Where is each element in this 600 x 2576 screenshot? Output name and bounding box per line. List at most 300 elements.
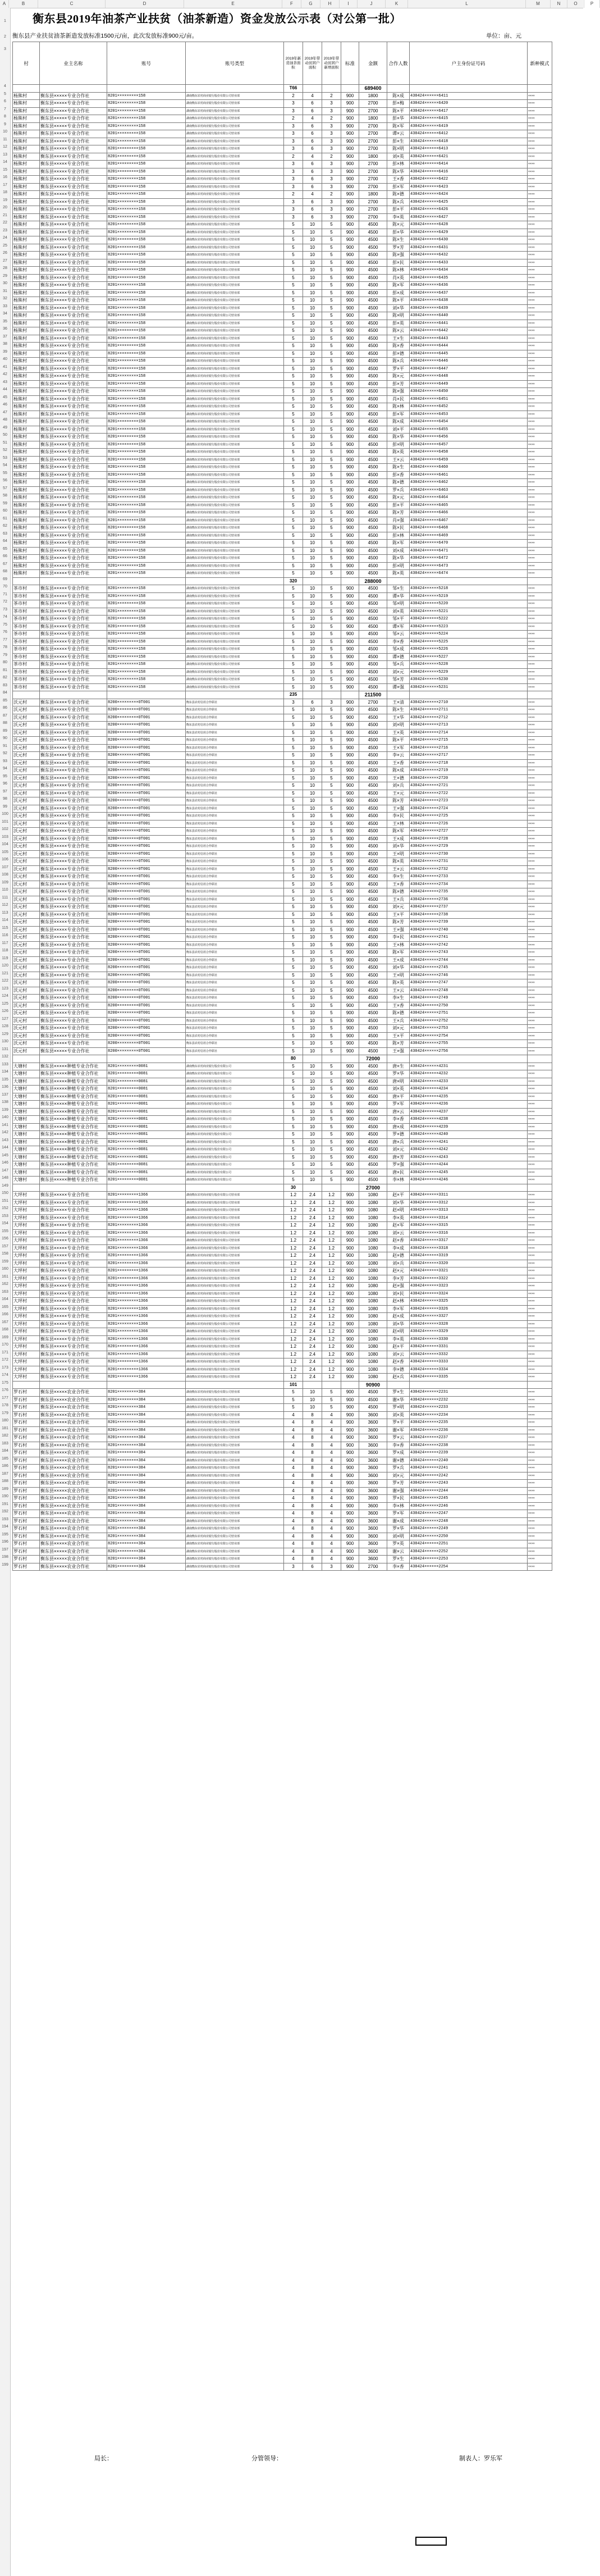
- poor-area-cell[interactable]: 10: [303, 1177, 322, 1184]
- row-number[interactable]: 151: [2, 1198, 8, 1203]
- poor-new-area-cell[interactable]: 5: [322, 289, 341, 297]
- standard-cell[interactable]: 900: [341, 517, 359, 525]
- subtotal-cell[interactable]: [186, 1381, 284, 1389]
- subtotal-area[interactable]: 320: [284, 577, 303, 585]
- standard-cell[interactable]: 900: [341, 198, 359, 206]
- subtotal-cell[interactable]: [40, 577, 107, 585]
- account-cell[interactable]: 8201×××××××××158: [107, 532, 186, 540]
- account-cell[interactable]: 8201×××××××××158: [107, 130, 186, 138]
- partner-cell[interactable]: 彭×平: [387, 501, 410, 509]
- standard-cell[interactable]: 900: [341, 941, 359, 949]
- account-cell[interactable]: 8201×××××××××1366: [107, 1335, 186, 1343]
- amount-cell[interactable]: 4500: [359, 335, 387, 343]
- owner-cell[interactable]: 衡东县×××××专业合作社: [40, 805, 107, 813]
- partner-cell[interactable]: 赵×明: [387, 1207, 410, 1215]
- partner-cell[interactable]: 王×生: [387, 335, 410, 343]
- subtotal-cell[interactable]: [13, 691, 40, 699]
- new-area-cell[interactable]: 5: [284, 1078, 303, 1086]
- account-type-cell[interactable]: 湖南衡东农村商业银行股份有限公司营业部: [186, 486, 284, 494]
- standard-cell[interactable]: 900: [341, 1487, 359, 1495]
- village-cell[interactable]: 杨熊村: [13, 282, 40, 290]
- poor-new-area-cell[interactable]: 5: [322, 987, 341, 995]
- poor-new-area-cell[interactable]: 1.2: [322, 1366, 341, 1374]
- subtotal-cell[interactable]: [528, 1184, 552, 1192]
- village-cell[interactable]: 杨熊村: [13, 494, 40, 502]
- amount-cell[interactable]: 3600: [359, 1510, 387, 1518]
- partner-cell[interactable]: 谢×强: [387, 1487, 410, 1495]
- new-area-cell[interactable]: 4: [284, 1502, 303, 1510]
- pattern-cell[interactable]: ××××: [528, 1131, 552, 1139]
- id-number-cell[interactable]: 430424××××××2721: [410, 782, 528, 790]
- standard-cell[interactable]: 900: [341, 1017, 359, 1025]
- pattern-cell[interactable]: ××××: [528, 600, 552, 608]
- pattern-cell[interactable]: ××××: [528, 615, 552, 623]
- account-type-cell[interactable]: 湖南衡东农村商业银行股份有限公司: [186, 1153, 284, 1161]
- id-number-cell[interactable]: 430424××××××6441: [410, 320, 528, 327]
- standard-cell[interactable]: 900: [341, 274, 359, 282]
- row-number[interactable]: 197: [2, 1547, 8, 1552]
- amount-cell[interactable]: 3600: [359, 1548, 387, 1556]
- id-number-cell[interactable]: 430424××××××2250: [410, 1533, 528, 1540]
- account-type-cell[interactable]: 衡东县农村信用合作联社: [186, 1025, 284, 1033]
- account-type-cell[interactable]: 衡东县农村信用合作联社: [186, 896, 284, 904]
- new-area-cell[interactable]: 1.2: [284, 1358, 303, 1366]
- partner-cell[interactable]: 陈×芳: [387, 797, 410, 805]
- village-cell[interactable]: 杨熊村: [13, 449, 40, 457]
- standard-cell[interactable]: 900: [341, 683, 359, 691]
- poor-new-area-cell[interactable]: 5: [322, 979, 341, 987]
- partner-cell[interactable]: 王×香: [387, 1002, 410, 1010]
- account-type-cell[interactable]: 湖南衡东农村商业银行股份有限公司: [186, 1116, 284, 1124]
- row-number[interactable]: 55: [3, 471, 7, 475]
- id-number-cell[interactable]: 430424××××××6434: [410, 267, 528, 275]
- new-area-cell[interactable]: 4: [284, 1411, 303, 1419]
- poor-area-cell[interactable]: 6: [303, 138, 322, 145]
- id-number-cell[interactable]: 430424××××××6447: [410, 365, 528, 373]
- new-area-cell[interactable]: 3: [284, 176, 303, 184]
- amount-cell[interactable]: 4500: [359, 615, 387, 623]
- pattern-cell[interactable]: ××××: [528, 1177, 552, 1184]
- account-cell[interactable]: 8200×××××××××0T001: [107, 972, 186, 979]
- new-area-cell[interactable]: 5: [284, 608, 303, 615]
- poor-new-area-cell[interactable]: 4: [322, 1556, 341, 1563]
- account-cell[interactable]: 8200×××××××××0T001: [107, 995, 186, 1002]
- standard-cell[interactable]: 900: [341, 1533, 359, 1540]
- new-area-cell[interactable]: 5: [284, 312, 303, 320]
- poor-new-area-cell[interactable]: 5: [322, 388, 341, 396]
- new-area-cell[interactable]: 5: [284, 774, 303, 782]
- subtotal-amount[interactable]: 211500: [359, 691, 387, 699]
- id-number-cell[interactable]: 430424××××××2738: [410, 911, 528, 919]
- partner-cell[interactable]: 陈×成: [387, 767, 410, 775]
- village-cell[interactable]: 罗石村: [13, 1442, 40, 1449]
- new-area-cell[interactable]: 5: [284, 956, 303, 964]
- id-number-cell[interactable]: 430424××××××6463: [410, 486, 528, 494]
- id-number-cell[interactable]: 430424××××××6432: [410, 252, 528, 259]
- account-type-cell[interactable]: 湖南衡东农村商业银行股份有限公司: [186, 1138, 284, 1146]
- partner-cell[interactable]: 唐×芳: [387, 1153, 410, 1161]
- account-type-cell[interactable]: 湖南衡东农村商业银行股份有限公司营业部: [186, 1517, 284, 1525]
- account-type-cell[interactable]: 湖南衡东农村商业银行股份有限公司营业部: [186, 1442, 284, 1449]
- village-cell[interactable]: 大坪村: [13, 1229, 40, 1237]
- poor-new-area-cell[interactable]: 5: [322, 797, 341, 805]
- row-number[interactable]: 26: [3, 251, 7, 255]
- poor-area-cell[interactable]: 10: [303, 683, 322, 691]
- row-number[interactable]: 37: [3, 334, 7, 339]
- owner-cell[interactable]: 衡东县×××××专业合作社: [40, 926, 107, 934]
- pattern-cell[interactable]: ××××: [528, 449, 552, 457]
- id-number-cell[interactable]: 430424××××××6415: [410, 115, 528, 123]
- account-type-cell[interactable]: 衡东县农村信用合作联社: [186, 919, 284, 927]
- row-number[interactable]: 180: [2, 1419, 8, 1423]
- poor-area-cell[interactable]: 10: [303, 1389, 322, 1397]
- row-number[interactable]: 176: [2, 1388, 8, 1392]
- new-area-cell[interactable]: 1.2: [284, 1214, 303, 1222]
- account-cell[interactable]: 8201×××××××××1366: [107, 1268, 186, 1275]
- account-cell[interactable]: 8201×××××××××384: [107, 1442, 186, 1449]
- subtotal-cell[interactable]: [40, 691, 107, 699]
- poor-new-area-cell[interactable]: 5: [322, 350, 341, 358]
- account-type-cell[interactable]: 湖南衡东农村商业银行股份有限公司营业部: [186, 115, 284, 123]
- row-number[interactable]: 58: [3, 494, 7, 498]
- poor-new-area-cell[interactable]: 4: [322, 1495, 341, 1503]
- account-cell[interactable]: 8201×××××××××158: [107, 403, 186, 411]
- pattern-cell[interactable]: ××××: [528, 395, 552, 403]
- village-cell[interactable]: 沃元村: [13, 805, 40, 813]
- amount-cell[interactable]: 1080: [359, 1252, 387, 1260]
- poor-area-cell[interactable]: 10: [303, 403, 322, 411]
- pattern-cell[interactable]: ××××: [528, 107, 552, 115]
- account-cell[interactable]: 8201×××××××××384: [107, 1472, 186, 1480]
- village-cell[interactable]: 沃元村: [13, 941, 40, 949]
- poor-area-cell[interactable]: 10: [303, 729, 322, 737]
- poor-area-cell[interactable]: 10: [303, 1123, 322, 1131]
- pattern-cell[interactable]: ××××: [528, 540, 552, 548]
- row-number[interactable]: 133: [2, 1062, 8, 1066]
- row-number[interactable]: 120: [2, 964, 8, 968]
- pattern-cell[interactable]: ××××: [528, 403, 552, 411]
- row-number[interactable]: 111: [2, 895, 8, 900]
- account-type-cell[interactable]: 湖南衡东农村商业银行股份有限公司营业部: [186, 592, 284, 600]
- standard-cell[interactable]: 900: [341, 138, 359, 145]
- row-number[interactable]: 183: [2, 1441, 8, 1446]
- new-area-cell[interactable]: 5: [284, 221, 303, 229]
- id-number-cell[interactable]: 430424××××××2731: [410, 858, 528, 866]
- standard-cell[interactable]: 900: [341, 297, 359, 305]
- row-number[interactable]: 49: [3, 425, 7, 430]
- standard-cell[interactable]: 900: [341, 706, 359, 714]
- new-area-cell[interactable]: 5: [284, 1389, 303, 1397]
- village-cell[interactable]: 杨熊村: [13, 380, 40, 388]
- account-cell[interactable]: 8201×××××××××158: [107, 592, 186, 600]
- id-number-cell[interactable]: 430424××××××3324: [410, 1290, 528, 1298]
- pattern-cell[interactable]: ××××: [528, 995, 552, 1002]
- id-number-cell[interactable]: 430424××××××5223: [410, 623, 528, 631]
- pattern-cell[interactable]: ××××: [528, 1138, 552, 1146]
- poor-new-area-cell[interactable]: 5: [322, 274, 341, 282]
- amount-cell[interactable]: 4500: [359, 1078, 387, 1086]
- column-letter[interactable]: P: [584, 0, 600, 8]
- amount-cell[interactable]: 4500: [359, 797, 387, 805]
- account-cell[interactable]: 8201×××××××××1366: [107, 1358, 186, 1366]
- poor-new-area-cell[interactable]: 5: [322, 1086, 341, 1093]
- new-area-cell[interactable]: 1.2: [284, 1268, 303, 1275]
- id-number-cell[interactable]: 430424××××××2718: [410, 759, 528, 767]
- standard-cell[interactable]: 900: [341, 1010, 359, 1018]
- pattern-cell[interactable]: ××××: [528, 145, 552, 153]
- id-number-cell[interactable]: 430424××××××2722: [410, 790, 528, 797]
- pattern-cell[interactable]: ××××: [528, 1495, 552, 1503]
- poor-new-area-cell[interactable]: 1.2: [322, 1374, 341, 1382]
- pattern-cell[interactable]: ××××: [528, 486, 552, 494]
- id-number-cell[interactable]: 430424××××××4239: [410, 1123, 528, 1131]
- new-area-cell[interactable]: 1.2: [284, 1222, 303, 1230]
- poor-new-area-cell[interactable]: 5: [322, 706, 341, 714]
- account-cell[interactable]: 8201×××××××××1366: [107, 1351, 186, 1358]
- poor-area-cell[interactable]: 4: [303, 115, 322, 123]
- poor-new-area-cell[interactable]: 5: [322, 585, 341, 593]
- new-area-cell[interactable]: 5: [284, 456, 303, 464]
- poor-area-cell[interactable]: 10: [303, 1010, 322, 1018]
- standard-cell[interactable]: 900: [341, 130, 359, 138]
- new-area-cell[interactable]: 5: [284, 252, 303, 259]
- account-cell[interactable]: 8201×××××××××1366: [107, 1260, 186, 1268]
- account-type-cell[interactable]: 湖南衡东农村商业银行股份有限公司营业部: [186, 676, 284, 684]
- owner-cell[interactable]: 衡东县×××××专业合作社: [40, 585, 107, 593]
- pattern-cell[interactable]: ××××: [528, 479, 552, 487]
- owner-cell[interactable]: 衡东县×××××专业合作社: [40, 683, 107, 691]
- partner-cell[interactable]: 彭×芳: [387, 380, 410, 388]
- pattern-cell[interactable]: ××××: [528, 1426, 552, 1434]
- owner-cell[interactable]: 衡东县×××××专业合作社: [40, 213, 107, 221]
- poor-area-cell[interactable]: 10: [303, 1047, 322, 1055]
- village-cell[interactable]: 杨熊村: [13, 145, 40, 153]
- owner-cell[interactable]: 衡东县×××××专业合作社: [40, 176, 107, 184]
- poor-new-area-cell[interactable]: 5: [322, 919, 341, 927]
- account-type-cell[interactable]: 湖南衡东农村商业银行股份有限公司营业部: [186, 668, 284, 676]
- amount-cell[interactable]: 4500: [359, 759, 387, 767]
- new-area-cell[interactable]: 5: [284, 1177, 303, 1184]
- poor-area-cell[interactable]: 10: [303, 964, 322, 972]
- id-number-cell[interactable]: 430424××××××5225: [410, 638, 528, 646]
- partner-cell[interactable]: 罗×生: [387, 1556, 410, 1563]
- village-cell[interactable]: 沃元村: [13, 835, 40, 843]
- account-cell[interactable]: 8200×××××××××0T001: [107, 759, 186, 767]
- account-type-cell[interactable]: 湖南衡东农村商业银行股份有限公司营业部: [186, 456, 284, 464]
- account-type-cell[interactable]: 湖南衡东农村商业银行股份有限公司营业部: [186, 297, 284, 305]
- partner-cell[interactable]: 王×林: [387, 820, 410, 828]
- row-number[interactable]: 78: [3, 645, 7, 649]
- new-area-cell[interactable]: 5: [284, 911, 303, 919]
- poor-new-area-cell[interactable]: 5: [322, 1177, 341, 1184]
- owner-cell[interactable]: 衡东县×××××专业合作社: [40, 335, 107, 343]
- partner-cell[interactable]: 罗×强: [387, 1161, 410, 1169]
- account-cell[interactable]: 8201×××××××××0081: [107, 1093, 186, 1101]
- account-cell[interactable]: 8201×××××××××158: [107, 509, 186, 517]
- amount-cell[interactable]: 4500: [359, 479, 387, 487]
- poor-new-area-cell[interactable]: 5: [322, 547, 341, 555]
- poor-area-cell[interactable]: 6: [303, 699, 322, 706]
- id-number-cell[interactable]: 430424××××××4242: [410, 1146, 528, 1154]
- standard-cell[interactable]: 900: [341, 540, 359, 548]
- standard-cell[interactable]: 900: [341, 835, 359, 843]
- owner-cell[interactable]: 衡东县×××××专业合作社: [40, 1351, 107, 1358]
- village-cell[interactable]: 杨熊村: [13, 183, 40, 191]
- owner-cell[interactable]: 衡东县×××××专业合作社: [40, 995, 107, 1002]
- account-type-cell[interactable]: 湖南衡东农村商业银行股份有限公司营业部: [186, 1419, 284, 1427]
- amount-cell[interactable]: 4500: [359, 828, 387, 836]
- amount-cell[interactable]: 4500: [359, 274, 387, 282]
- account-cell[interactable]: 8201×××××××××158: [107, 335, 186, 343]
- partner-cell[interactable]: 陈×强: [387, 252, 410, 259]
- amount-cell[interactable]: 3600: [359, 1517, 387, 1525]
- account-cell[interactable]: 8201×××××××××384: [107, 1419, 186, 1427]
- poor-area-cell[interactable]: 10: [303, 881, 322, 888]
- row-number[interactable]: 79: [3, 653, 7, 657]
- id-number-cell[interactable]: 430424××××××4241: [410, 1138, 528, 1146]
- id-number-cell[interactable]: 430424××××××6436: [410, 282, 528, 290]
- pattern-cell[interactable]: ××××: [528, 744, 552, 752]
- row-number[interactable]: 20: [3, 206, 7, 209]
- pattern-cell[interactable]: ××××: [528, 1298, 552, 1306]
- id-number-cell[interactable]: 430424××××××2716: [410, 744, 528, 752]
- amount-cell[interactable]: 4500: [359, 509, 387, 517]
- owner-cell[interactable]: 衡东县×××××专业合作社: [40, 501, 107, 509]
- account-cell[interactable]: 8200×××××××××0T001: [107, 1017, 186, 1025]
- row-number[interactable]: 16: [3, 175, 7, 179]
- poor-area-cell[interactable]: 8: [303, 1465, 322, 1472]
- id-number-cell[interactable]: 430424××××××6442: [410, 327, 528, 335]
- poor-area-cell[interactable]: 10: [303, 805, 322, 813]
- amount-cell[interactable]: 4500: [359, 805, 387, 813]
- pattern-cell[interactable]: ××××: [528, 365, 552, 373]
- poor-new-area-cell[interactable]: 5: [322, 653, 341, 661]
- account-type-cell[interactable]: 湖南衡东农村商业银行股份有限公司营业部: [186, 130, 284, 138]
- account-cell[interactable]: 8200×××××××××0T001: [107, 896, 186, 904]
- new-area-cell[interactable]: 5: [284, 501, 303, 509]
- poor-area-cell[interactable]: 10: [303, 1032, 322, 1040]
- account-type-cell[interactable]: 湖南衡东农村商业银行股份有限公司营业部: [186, 252, 284, 259]
- village-cell[interactable]: 杨熊村: [13, 274, 40, 282]
- account-type-cell[interactable]: 衡东县农村信用合作联社: [186, 987, 284, 995]
- new-area-cell[interactable]: 4: [284, 1442, 303, 1449]
- amount-cell[interactable]: 4500: [359, 646, 387, 654]
- poor-area-cell[interactable]: 10: [303, 312, 322, 320]
- account-cell[interactable]: 8201×××××××××1366: [107, 1313, 186, 1321]
- account-cell[interactable]: 8201×××××××××158: [107, 183, 186, 191]
- id-number-cell[interactable]: 430424××××××5224: [410, 631, 528, 639]
- row-number[interactable]: 192: [2, 1510, 8, 1513]
- standard-cell[interactable]: 900: [341, 820, 359, 828]
- village-cell[interactable]: 茶市村: [13, 646, 40, 654]
- account-cell[interactable]: 8201×××××××××158: [107, 562, 186, 570]
- village-cell[interactable]: 沃元村: [13, 729, 40, 737]
- amount-cell[interactable]: 4500: [359, 979, 387, 987]
- village-cell[interactable]: 沃元村: [13, 714, 40, 722]
- village-cell[interactable]: 杨熊村: [13, 176, 40, 184]
- account-cell[interactable]: 8201×××××××××1366: [107, 1244, 186, 1252]
- pattern-cell[interactable]: ××××: [528, 191, 552, 199]
- standard-cell[interactable]: 900: [341, 1510, 359, 1518]
- account-type-cell[interactable]: 湖南衡东农村商业银行股份有限公司营业部: [186, 1199, 284, 1207]
- amount-cell[interactable]: 4500: [359, 858, 387, 866]
- new-area-cell[interactable]: 5: [284, 1101, 303, 1109]
- account-type-cell[interactable]: 湖南衡东农村商业银行股份有限公司营业部: [186, 373, 284, 381]
- standard-cell[interactable]: 900: [341, 221, 359, 229]
- standard-cell[interactable]: 900: [341, 1320, 359, 1328]
- account-type-cell[interactable]: 湖南衡东农村商业银行股份有限公司营业部: [186, 1465, 284, 1472]
- account-cell[interactable]: 8201×××××××××1366: [107, 1366, 186, 1374]
- poor-area-cell[interactable]: 10: [303, 850, 322, 858]
- village-cell[interactable]: 大坪村: [13, 1199, 40, 1207]
- pattern-cell[interactable]: ××××: [528, 471, 552, 479]
- id-number-cell[interactable]: 430424××××××3332: [410, 1351, 528, 1358]
- new-area-cell[interactable]: 5: [284, 729, 303, 737]
- owner-cell[interactable]: 衡东县×××××种植专业合作社: [40, 1063, 107, 1070]
- row-number[interactable]: 40: [3, 357, 7, 361]
- subtotal-cell[interactable]: [387, 691, 410, 699]
- partner-cell[interactable]: 肖×强: [387, 517, 410, 525]
- account-cell[interactable]: 8201×××××××××158: [107, 213, 186, 221]
- id-number-cell[interactable]: 430424××××××2232: [410, 1396, 528, 1404]
- account-type-cell[interactable]: 湖南衡东农村商业银行股份有限公司营业部: [186, 161, 284, 168]
- village-cell[interactable]: 杨熊村: [13, 221, 40, 229]
- poor-area-cell[interactable]: 10: [303, 517, 322, 525]
- id-number-cell[interactable]: 430424××××××2734: [410, 881, 528, 888]
- row-number[interactable]: 77: [3, 637, 7, 642]
- village-cell[interactable]: 沃元村: [13, 972, 40, 979]
- new-area-cell[interactable]: 5: [284, 1063, 303, 1070]
- poor-new-area-cell[interactable]: 4: [322, 1517, 341, 1525]
- id-number-cell[interactable]: 430424××××××3330: [410, 1335, 528, 1343]
- id-number-cell[interactable]: 430424××××××6428: [410, 221, 528, 229]
- row-number[interactable]: 18: [3, 190, 7, 194]
- owner-cell[interactable]: 衡东县×××××专业合作社: [40, 509, 107, 517]
- account-cell[interactable]: 8201×××××××××158: [107, 343, 186, 350]
- row-number[interactable]: 178: [2, 1403, 8, 1407]
- amount-cell[interactable]: 1080: [359, 1222, 387, 1230]
- account-cell[interactable]: 8201×××××××××158: [107, 494, 186, 502]
- standard-cell[interactable]: 900: [341, 1108, 359, 1116]
- poor-area-cell[interactable]: 10: [303, 236, 322, 244]
- standard-cell[interactable]: 900: [341, 547, 359, 555]
- partner-cell[interactable]: 谭×云: [387, 130, 410, 138]
- standard-cell[interactable]: 900: [341, 388, 359, 396]
- poor-new-area-cell[interactable]: 5: [322, 646, 341, 654]
- poor-new-area-cell[interactable]: 5: [322, 1153, 341, 1161]
- pattern-cell[interactable]: ××××: [528, 388, 552, 396]
- owner-cell[interactable]: 衡东县×××××种植专业合作社: [40, 1086, 107, 1093]
- id-number-cell[interactable]: 430424××××××2723: [410, 797, 528, 805]
- owner-cell[interactable]: 衡东县×××××专业合作社: [40, 699, 107, 706]
- partner-cell[interactable]: 唐×平: [387, 1093, 410, 1101]
- village-cell[interactable]: 大坪村: [13, 1252, 40, 1260]
- owner-cell[interactable]: 衡东县×××××专业合作社: [40, 941, 107, 949]
- standard-cell[interactable]: 900: [341, 1123, 359, 1131]
- village-cell[interactable]: 杨熊村: [13, 365, 40, 373]
- standard-cell[interactable]: 900: [341, 183, 359, 191]
- owner-cell[interactable]: 衡东县×××××专业合作社: [40, 592, 107, 600]
- owner-cell[interactable]: 衡东县×××××种植专业合作社: [40, 1101, 107, 1109]
- village-cell[interactable]: 杨熊村: [13, 115, 40, 123]
- row-number[interactable]: 121: [2, 971, 8, 975]
- partner-cell[interactable]: 彭×香: [387, 471, 410, 479]
- owner-cell[interactable]: 衡东县×××××专业合作社: [40, 441, 107, 449]
- pattern-cell[interactable]: ××××: [528, 1442, 552, 1449]
- row-number[interactable]: 33: [3, 304, 7, 308]
- account-type-cell[interactable]: 湖南衡东农村商业银行股份有限公司营业部: [186, 365, 284, 373]
- partner-cell[interactable]: 陈×平: [387, 737, 410, 745]
